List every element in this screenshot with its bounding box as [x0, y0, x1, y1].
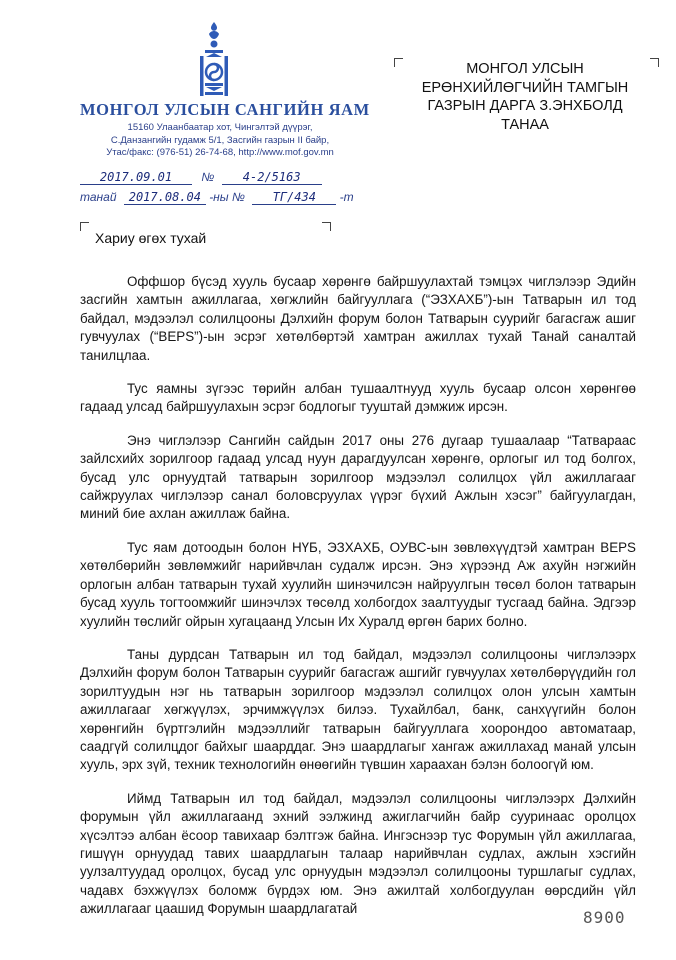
body-paragraph: Оффшор бүсэд хууль бусаар хөрөнгө байршуулахтай тэмцэх чиглэлээр Эдийн засгийн хамтын ажиллагаа, хөгжлийн байгууллага (“ЭЗХАХБ”)-ын Татварын ил тод байдал, мэдээлэл солилцооны Дэлхийн форум болон Татварын суурийг багасгаж ашиг гувчуулах (“BEPS”)-ын эсрэг хөтөлбөртэй хамтран ажиллах тухай Танай саналтай танилцлаа. — [80, 274, 636, 363]
your-letter-number: ТГ/434 — [252, 190, 336, 205]
recipient-line: ТАНАА — [501, 116, 549, 133]
letter-date: 2017.09.01 — [80, 170, 192, 185]
corner-mark — [322, 222, 331, 231]
incoming-reference — [80, 190, 354, 205]
address-line: С.Данзангийн гудамж 5/1, Засгийн газрын II байр, — [110, 134, 330, 146]
number-label: № — [201, 170, 215, 184]
letter-subject: Хариу өгөх тухай — [95, 230, 207, 246]
document-number: 8900 — [583, 908, 626, 927]
recipient-line: ГАЗРЫН ДАРГА З.ЭНХБОЛД — [427, 98, 623, 114]
corner-mark — [650, 58, 659, 67]
soyombo-emblem-icon — [196, 20, 232, 100]
letter-body — [80, 273, 636, 934]
address-line: Утас/факс: (976-51) 26-74-68, http://www.mof.gov.mn — [106, 147, 334, 158]
recipient-line: ЕРӨНХИЙЛӨГЧИЙН ТАМГЫН — [421, 79, 629, 96]
org-address — [95, 122, 345, 160]
of-label: -ны № — [209, 190, 245, 204]
body-paragraph: Тус яам дотоодын болон НҮБ, ЭЗХАХБ, ОУВС-ын зөвлөхүүдтэй хамтран BEPS хөтөлбөрийн зөвлөмжийг нарийвчлан судалж ирсэн. Энэ хүрээнд Аж ахуйн нэгжийн орлогын албан татварын тухай хуулийн шинэчилсэн найруулгын төсөл болон татварын бусад хууль тогтоомжийг шинэчлэх төсөлд холбогдох заалтуудыг тусгаад байна. Эдгээр хуулийн төслийг ойрын хугацаанд Улсын Их Хуралд өргөн барих болно. — [80, 539, 636, 629]
body-paragraph: Таны дурдсан Татварын ил тод байдал, мэдээлэл солилцооны чиглэлээрх Дэлхийн форум болон Татварын суурийг багасгаж ашгийг гувчуулах хөтөлбөрүүдийн гол зорилтуудын нэг нь татварын зорилгоор мэдээлэл солилцох олон улсын хамтын ажиллагааг хөгжүүлэх, эрчимжүүлэх билээ. Тухайлбал, банк, санхүүгийн болон хөрөнгийн бүртгэлийн мэдээллийг татварын байгууллага хоорондоо автоматаар, саадгүй солилцдог байхыг шаарддаг. Энэ шаардлагыг хангаж ажиллахад манай улсын хууль, эрх зүй, техник технологийн өнөөгийн түвшин хараахан бэлэн болоогүй юм. — [80, 646, 636, 773]
your-label: танай — [80, 190, 117, 204]
body-paragraph: Тус яамны зүгээс төрийн албан тушаалтнууд хууль бусаар олсон хөрөнгөө гадаад улсад байршуулахын эсрэг бодлогыг тууштай дэмжиж ирсэн. — [80, 381, 636, 415]
org-name: МОНГОЛ УЛСЫН САНГИЙН ЯАМ — [80, 100, 370, 119]
outgoing-reference — [80, 170, 330, 185]
body-paragraph: Иймд Татварын ил тод байдал, мэдээлэл солилцооны чиглэлээрх Дэлхийн форумын үйл ажиллагаанд эхний ээлжинд ажиглагчийн байр сууринаас оролцох хүсэлтээ албан ёсоор тавихаар бэлтгэж байна. Ингэснээр тус Форумын үйл ажиллагаа, гишүүн орнуудад тавих шаардлагын талаар нарийвчлан судлах, ажлын хэсгийн уулзалтуудад оролцох, бусад улс орнуудын мэдээлэл солилцооны туршлагыг судлах, чадавх бэхжүүлэх боломж бүрдэх юм. Энэ ажилтай холбогдуулан өөрсдийн үйл ажиллагааг цаашид Форумын шаардлагатай — [80, 790, 636, 917]
recipient-line: МОНГОЛ УЛСЫН — [466, 61, 584, 77]
recipient-block — [400, 60, 650, 134]
suffix-label: -т — [339, 190, 354, 204]
corner-mark — [80, 222, 89, 231]
letter-number: 4-2/5163 — [222, 170, 322, 185]
body-paragraph: Энэ чиглэлээр Сангийн сайдын 2017 оны 276 дугаар тушаалаар “Татвараас зайлсхийх зорилгоор гадаад улсад нуун дарагдуулсан хөрөнгө, орлогыг ил тод болгох, бусад улс орнуудтай татварын зорилгоор мэдээлэл солилцох үйл ажиллагааг сайжруулах чиглэлээр санал боловсруулах үүрэг бүхий Ажлын хэсэг” байгуулагдан, миний бие ахлан ажиллаж байна. — [80, 432, 636, 522]
your-letter-date: 2017.08.04 — [124, 190, 206, 205]
address-line: 15160 Улаанбаатар хот, Чингэлтэй дүүрэг, — [127, 122, 313, 133]
